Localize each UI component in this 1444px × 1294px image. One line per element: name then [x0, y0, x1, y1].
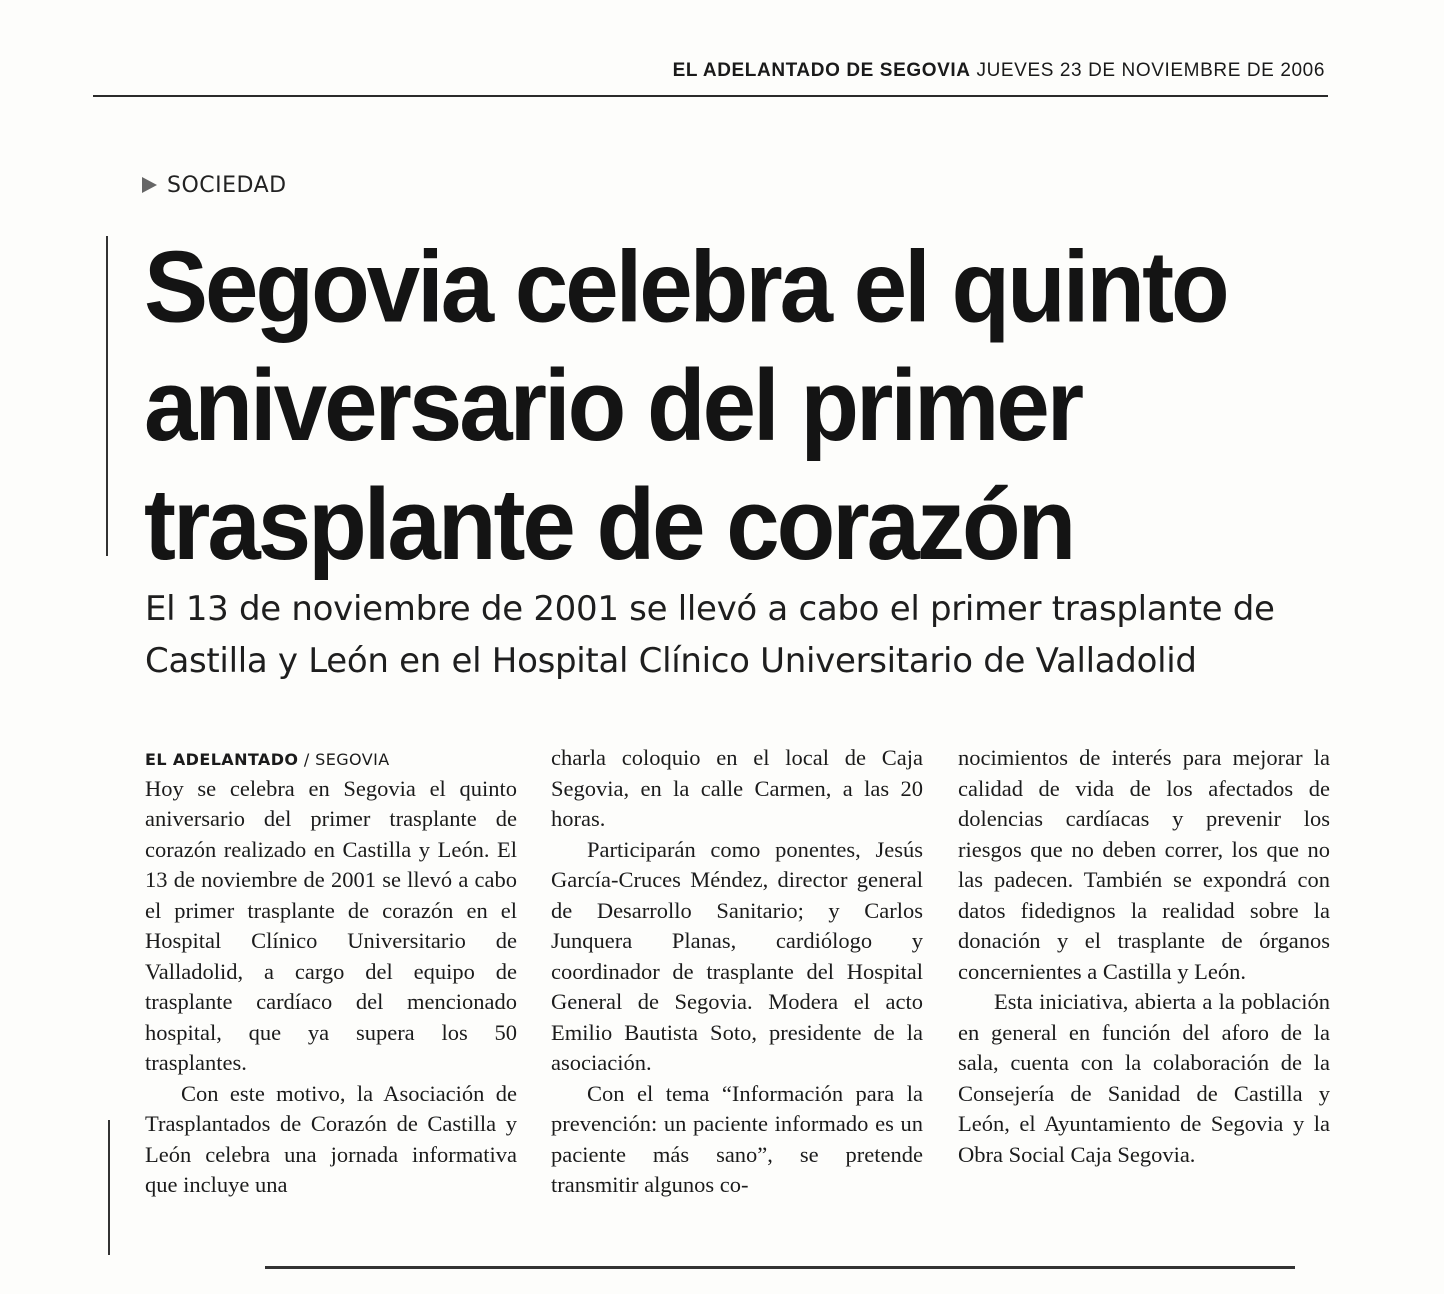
margin-rule [108, 1120, 110, 1255]
headline-line: trasplante de corazón [144, 468, 1074, 581]
subheadline-line: El 13 de noviembre de 2001 se llevó a cabo el primer trasplante de [145, 589, 1275, 629]
paragraph: Hoy se celebra en Segovia el quinto aniversario del primer trasplante de corazón realizado en Castilla y León. El 13 de noviembre de 2001 se llevó a cabo el primer trasplante de corazón en el Hospital Clínico Universitario de Valladolid, a cargo del equipo de trasplante cardíaco del mencionado hospital, que ya supera los 50 trasplantes. [145, 775, 517, 1075]
subheadline-line: Castilla y León en el Hospital Clínico Universitario de Valladolid [145, 641, 1197, 681]
paragraph: Con el tema “Información para la prevención: un paciente informado es un paciente más sano”, se pretende transmitir algunos co- [551, 1080, 923, 1197]
section-name: SOCIEDAD [167, 172, 287, 198]
byline-place: SEGOVIA [315, 750, 390, 769]
article-column-3 [958, 743, 1330, 1170]
paragraph: charla coloquio en el local de Caja Segovia, en la calle Carmen, a las 20 horas. [551, 745, 923, 831]
paragraph: Con este motivo, la Asociación de Trasplantados de Corazón de Castilla y León celebra una jornada informativa que incluye una [145, 1080, 517, 1197]
margin-rule [106, 236, 108, 556]
section-label [142, 170, 287, 200]
byline-separator: / [298, 750, 316, 769]
article-column-1 [145, 743, 517, 1201]
byline-agency: EL ADELANTADO [145, 750, 299, 769]
headline-line: aniversario del primer [144, 349, 1082, 463]
headline-line: Segovia celebra el quinto [144, 231, 1227, 344]
paragraph: nocimientos de interés para mejorar la calidad de vida de los afectados de dolencias cardíacas y prevenir los riesgos que no deben correr, los que no las padecen. También se expondrá con datos fidedignos la realidad sobre la donación y el trasplante de órganos concernientes a Castilla y León. [958, 745, 1330, 984]
byline [145, 743, 517, 774]
header-rule [93, 95, 1328, 97]
article-column-2 [551, 743, 923, 1201]
page-header [93, 60, 1325, 94]
publication-date: JUEVES 23 DE NOVIEMBRE DE 2006 [976, 60, 1325, 81]
bottom-rule [265, 1266, 1295, 1269]
paragraph: Participarán como ponentes, Jesús García-Cruces Méndez, director general de Desarrollo Sanitario; y Carlos Junquera Planas, cardiólogo y coordinador de trasplante del Hospital General de Segovia. Modera el acto Emilio Bautista Soto, presidente de la asociación. [551, 836, 923, 1075]
headline [144, 228, 1304, 584]
triangle-icon [142, 177, 157, 193]
paragraph: Esta iniciativa, abierta a la población en general en función del aforo de la sala, cuenta con la colaboración de la Consejería de Sanidad de Castilla y León, el Ayuntamiento de Segovia y la Obra Social Caja Segovia. [958, 989, 1330, 1167]
subheadline [145, 583, 1345, 687]
newspaper-name: EL ADELANTADO DE SEGOVIA [672, 60, 971, 81]
